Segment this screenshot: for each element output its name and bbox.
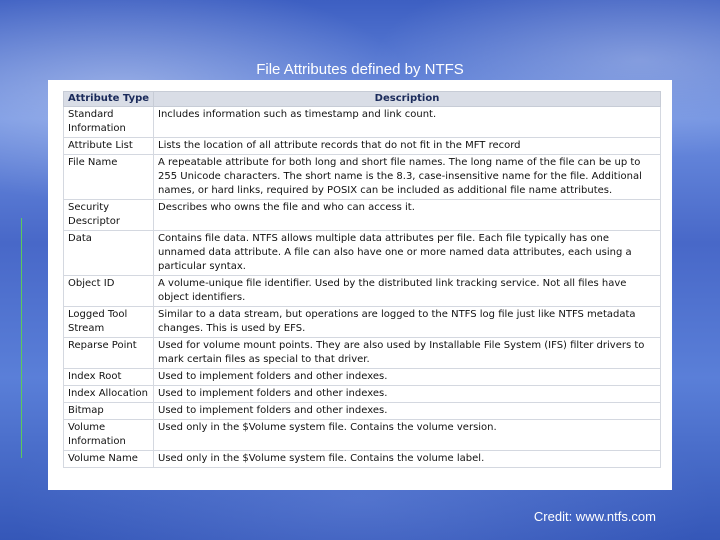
accent-line bbox=[21, 218, 22, 458]
description-cell: Used for volume mount points. They are also used by Installable File System (IFS) filter drivers to mark certain files as special to that driver. bbox=[154, 338, 661, 369]
description-cell: Similar to a data stream, but operations are logged to the NTFS log file just like NTFS metadata changes. This is used by EFS. bbox=[154, 307, 661, 338]
attribute-type-cell: Index Allocation bbox=[64, 386, 154, 403]
table-row bbox=[64, 138, 661, 155]
credit-text: Credit: www.ntfs.com bbox=[533, 509, 656, 524]
attribute-type-cell: File Name bbox=[64, 155, 154, 200]
attribute-type-cell: Security Descriptor bbox=[64, 200, 154, 231]
attribute-type-cell: Object ID bbox=[64, 276, 154, 307]
table-row bbox=[64, 107, 661, 138]
table-panel bbox=[48, 80, 672, 490]
table-row bbox=[64, 403, 661, 420]
slide-title: File Attributes defined by NTFS bbox=[256, 61, 464, 78]
attribute-type-cell: Volume Name bbox=[64, 451, 154, 468]
attribute-type-cell: Logged Tool Stream bbox=[64, 307, 154, 338]
attribute-type-cell: Data bbox=[64, 231, 154, 276]
description-cell: Used only in the $Volume system file. Contains the volume label. bbox=[154, 451, 661, 468]
attribute-type-cell: Index Root bbox=[64, 369, 154, 386]
description-cell: Used to implement folders and other indexes. bbox=[154, 403, 661, 420]
table-row bbox=[64, 231, 661, 276]
attribute-type-cell: Standard Information bbox=[64, 107, 154, 138]
table-row bbox=[64, 155, 661, 200]
description-cell: A volume-unique file identifier. Used by the distributed link tracking service. Not all files have object identifiers. bbox=[154, 276, 661, 307]
header-attribute-type: Attribute Type bbox=[64, 92, 154, 107]
description-cell: Used to implement folders and other indexes. bbox=[154, 386, 661, 403]
table-row bbox=[64, 276, 661, 307]
table-header-row bbox=[64, 92, 661, 107]
table-row bbox=[64, 307, 661, 338]
description-cell: Includes information such as timestamp and link count. bbox=[154, 107, 661, 138]
table-row bbox=[64, 451, 661, 468]
attribute-type-cell: Attribute List bbox=[64, 138, 154, 155]
attribute-type-cell: Volume Information bbox=[64, 420, 154, 451]
table-row bbox=[64, 369, 661, 386]
description-cell: Lists the location of all attribute records that do not fit in the MFT record bbox=[154, 138, 661, 155]
description-cell: A repeatable attribute for both long and short file names. The long name of the file can be up to 255 Unicode characters. The short name is the 8.3, case-insensitive name for the file. Additional names, or hard links, required by POSIX can be included as additional file name attributes. bbox=[154, 155, 661, 200]
table-row bbox=[64, 338, 661, 369]
table-row bbox=[64, 420, 661, 451]
description-cell: Describes who owns the file and who can access it. bbox=[154, 200, 661, 231]
description-cell: Contains file data. NTFS allows multiple data attributes per file. Each file typically has one unnamed data attribute. A file can also have one or more named data attributes, each using a particular syntax. bbox=[154, 231, 661, 276]
description-cell: Used to implement folders and other indexes. bbox=[154, 369, 661, 386]
attribute-type-cell: Bitmap bbox=[64, 403, 154, 420]
description-cell: Used only in the $Volume system file. Contains the volume version. bbox=[154, 420, 661, 451]
attribute-type-cell: Reparse Point bbox=[64, 338, 154, 369]
table-row bbox=[64, 386, 661, 403]
attributes-table bbox=[63, 91, 661, 468]
table-row bbox=[64, 200, 661, 231]
header-description: Description bbox=[154, 92, 661, 107]
